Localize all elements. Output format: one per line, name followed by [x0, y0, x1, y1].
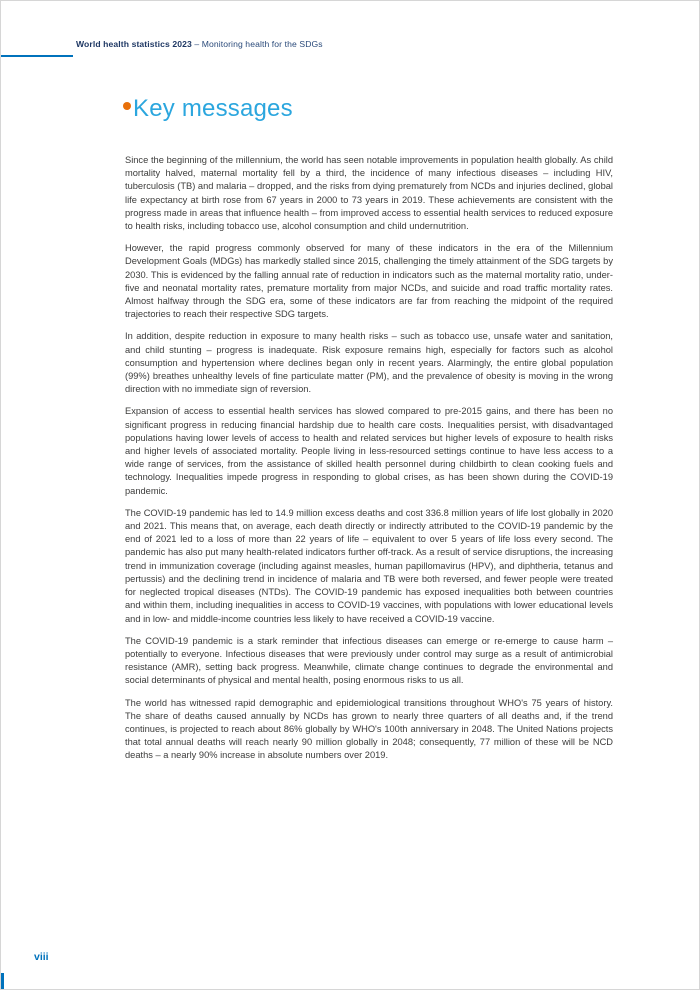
report-title: World health statistics 2023	[76, 39, 192, 49]
header-rule	[1, 55, 73, 57]
page-title: Key messages	[133, 95, 293, 122]
bullet-icon	[123, 102, 131, 110]
body-text	[125, 154, 613, 772]
report-subtitle: – Monitoring health for the SDGs	[191, 39, 323, 49]
paragraph-4: Expansion of access to essential health services has slowed compared to pre-2015 gains, and there has been no significant progress in reducing financial hardship due to health care costs. Inequalities persist, with disadvantaged populations having lower levels of access to health and related services but higher levels of exposure to health risks and higher levels of associated mortality. People living in less-resourced settings continue to have less access to a wide range of services, from the assistance of skilled health personnel during childbirth to clean cooking fuels and technology. Inequalities impede progress in responding to global crises, as has been shown during the COVID-19 pandemic.	[125, 406, 613, 496]
paragraph-7: The world has witnessed rapid demographic and epidemiological transitions throughout WHO's 75 years of history. The share of deaths caused annually by NCDs has grown to nearly three quarters of all deaths and, if the trend continues, is projected to reach about 86% globally by WHO's 100th anniversary in 2048. The United Nations projects that total annual deaths will reach nearly 90 million globally in 2048; consequently, 77 million of these will be NCD deaths – a nearly 90% increase in absolute numbers over 2019.	[125, 697, 613, 761]
footer-bar	[1, 973, 4, 990]
page-number: viii	[34, 951, 49, 963]
paragraph-5: The COVID-19 pandemic has led to 14.9 million excess deaths and cost 336.8 million years of life lost globally in 2020 and 2021. This means that, on average, each death directly or indirectly attributed to the COVID-19 pandemic by the end of 2021 led to a loss of more than 22 years of life – equivalent to over 5 years of life loss every second. The pandemic has also put many health-related indicators further off-track. As a result of service disruptions, the increasing trend in immunization coverage (including against measles, human papillomavirus (HPV), and diphtheria, tetanus and pertussis) and the declining trend in incidence of malaria and TB were both reversed, and fewer people were treated for neglected tropical diseases (NTDs). The COVID-19 pandemic has exposed inequalities both between countries and within them, including inequalities in access to COVID-19 vaccines, with populations with lower educational levels and in low- and middle-income countries less likely to have received a COVID-19 vaccine.	[125, 507, 613, 624]
running-header	[76, 39, 323, 49]
paragraph-1: Since the beginning of the millennium, the world has seen notable improvements in population health globally. As child mortality halved, maternal mortality fell by a third, the incidence of many infectious diseases – including HIV, tuberculosis (TB) and malaria – dropped, and the risks from dying prematurely from NCDs and injuries declined, global life expectancy at birth rose from 67 years in 2000 to 73 years in 2019. These achievements are consistent with the progress made in areas that influence health – from improved access to essential health services to reduced exposure to health risks, including tobacco use, alcohol consumption and child undernutrition.	[125, 155, 613, 232]
paragraph-3: In addition, despite reduction in exposure to many health risks – such as tobacco use, unsafe water and sanitation, and child stunting – progress is inadequate. Risk exposure remains high, especially for factors such as alcohol consumption and hypertension where declines began only in recent years. Alarmingly, the entire global population (99%) breathes unhealthy levels of fine particulate matter (PM), and the prevalence of obesity is moving in the wrong direction with no immediate sign of reversion.	[125, 331, 613, 395]
title-row	[123, 96, 293, 122]
paragraph-2: However, the rapid progress commonly observed for many of these indicators in the era of the Millennium Development Goals (MDGs) has markedly stalled since 2015, challenging the timely attainment of the SDG targets by 2030. This is evidenced by the falling annual rate of reduction in indicators such as the maternal mortality ratio, under-five and neonatal mortality rates, premature mortality from major NCDs, and suicide and road traffic mortality rates. Almost halfway through the SDG era, some of these indicators are far from reaching the midpoint of the required trajectories to reach their respective SDG targets.	[125, 243, 613, 320]
paragraph-6: The COVID-19 pandemic is a stark reminder that infectious diseases can emerge or re-emerge to cause harm – potentially to everyone. Infectious diseases that were previously under control may surge as a result of antimicrobial resistance (AMR), setting back progress. Meanwhile, climate change continues to degrade the environmental and social determinants of physical and mental health, posing enormous risks to us all.	[125, 635, 613, 686]
